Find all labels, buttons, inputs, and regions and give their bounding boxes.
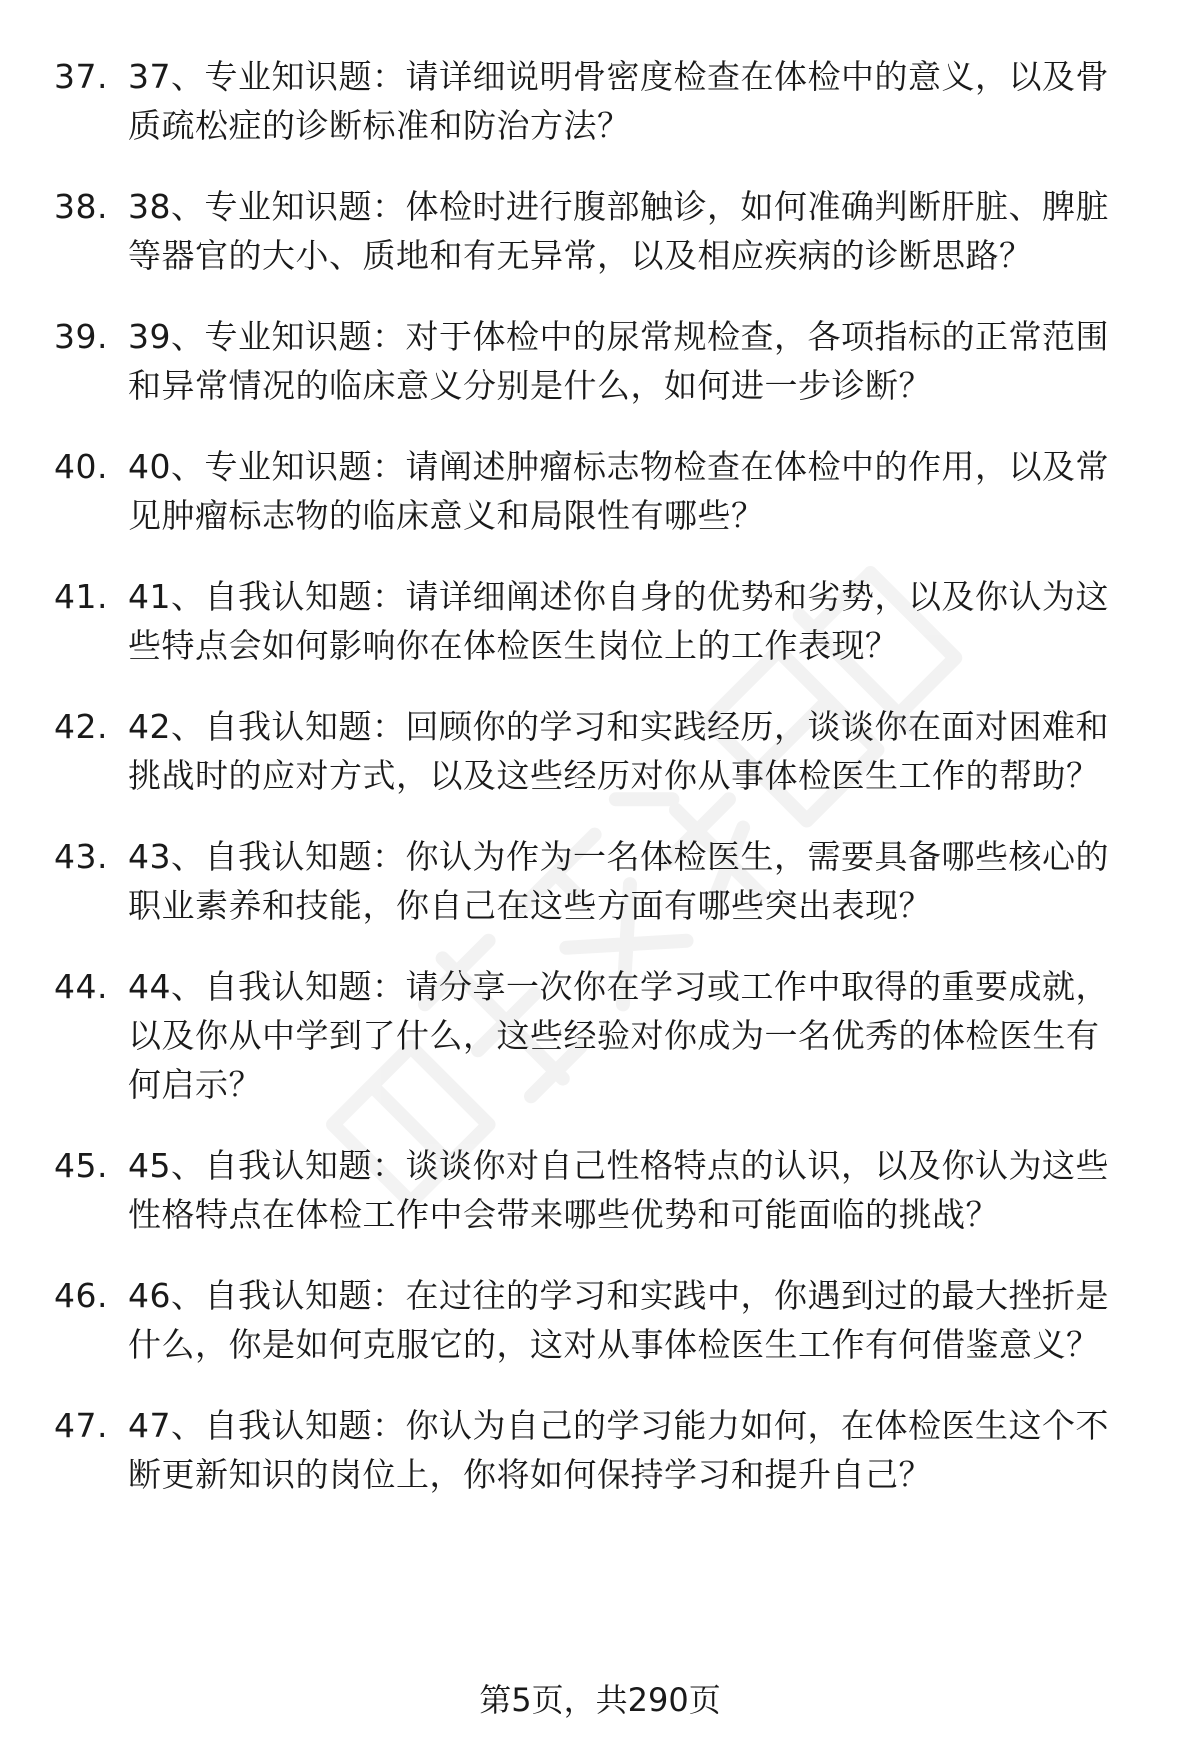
question-item	[0, 572, 1200, 670]
question-text: 38、专业知识题：体检时进行腹部触诊，如何准确判断肝脏、脾脏等器官的大小、质地和有无异常，以及相应疾病的诊断思路？	[128, 187, 1109, 275]
question-item	[0, 1401, 1200, 1499]
question-text: 37、专业知识题：请详细说明骨密度检查在体检中的意义，以及骨质疏松症的诊断标准和防治方法？	[128, 57, 1109, 145]
question-number: 39.	[54, 317, 108, 356]
question-item	[0, 312, 1200, 410]
question-number: 42.	[54, 707, 108, 746]
question-item	[0, 1141, 1200, 1239]
question-number: 46.	[54, 1276, 108, 1315]
question-text: 43、自我认知题：你认为作为一名体检医生，需要具备哪些核心的职业素养和技能，你自己在这些方面有哪些突出表现？	[128, 837, 1109, 925]
question-text: 45、自我认知题：谈谈你对自己性格特点的认识，以及你认为这些性格特点在体检工作中会带来哪些优势和可能面临的挑战？	[128, 1146, 1109, 1234]
question-text: 46、自我认知题：在过往的学习和实践中，你遇到过的最大挫折是什么，你是如何克服它的，这对从事体检医生工作有何借鉴意义？	[128, 1276, 1109, 1364]
page-footer: 第5页，共290页	[479, 1681, 721, 1719]
question-number: 37.	[54, 57, 108, 96]
question-item	[0, 1271, 1200, 1369]
question-item	[0, 962, 1200, 1109]
question-number: 44.	[54, 967, 108, 1006]
question-number: 45.	[54, 1146, 108, 1185]
question-text: 47、自我认知题：你认为自己的学习能力如何，在体检医生这个不断更新知识的岗位上，你将如何保持学习和提升自己？	[128, 1406, 1109, 1494]
question-text: 39、专业知识题：对于体检中的尿常规检查，各项指标的正常范围和异常情况的临床意义分别是什么，如何进一步诊断？	[128, 317, 1109, 405]
question-item	[0, 702, 1200, 800]
question-item	[0, 832, 1200, 930]
question-number: 40.	[54, 447, 108, 486]
question-text: 44、自我认知题：请分享一次你在学习或工作中取得的重要成就，以及你从中学到了什么，这些经验对你成为一名优秀的体检医生有何启示？	[128, 967, 1109, 1104]
question-text: 42、自我认知题：回顾你的学习和实践经历，谈谈你在面对困难和挑战时的应对方式，以及这些经历对你从事体检医生工作的帮助？	[128, 707, 1109, 795]
question-number: 47.	[54, 1406, 108, 1445]
question-number: 43.	[54, 837, 108, 876]
question-text: 41、自我认知题：请详细阐述你自身的优势和劣势，以及你认为这些特点会如何影响你在体检医生岗位上的工作表现？	[128, 577, 1109, 665]
question-item	[0, 52, 1200, 150]
question-item	[0, 442, 1200, 540]
question-number: 41.	[54, 577, 108, 616]
question-list	[0, 52, 1200, 1531]
question-text: 40、专业知识题：请阐述肿瘤标志物检查在体检中的作用，以及常见肿瘤标志物的临床意义和局限性有哪些？	[128, 447, 1109, 535]
question-number: 38.	[54, 187, 108, 226]
question-item	[0, 182, 1200, 280]
